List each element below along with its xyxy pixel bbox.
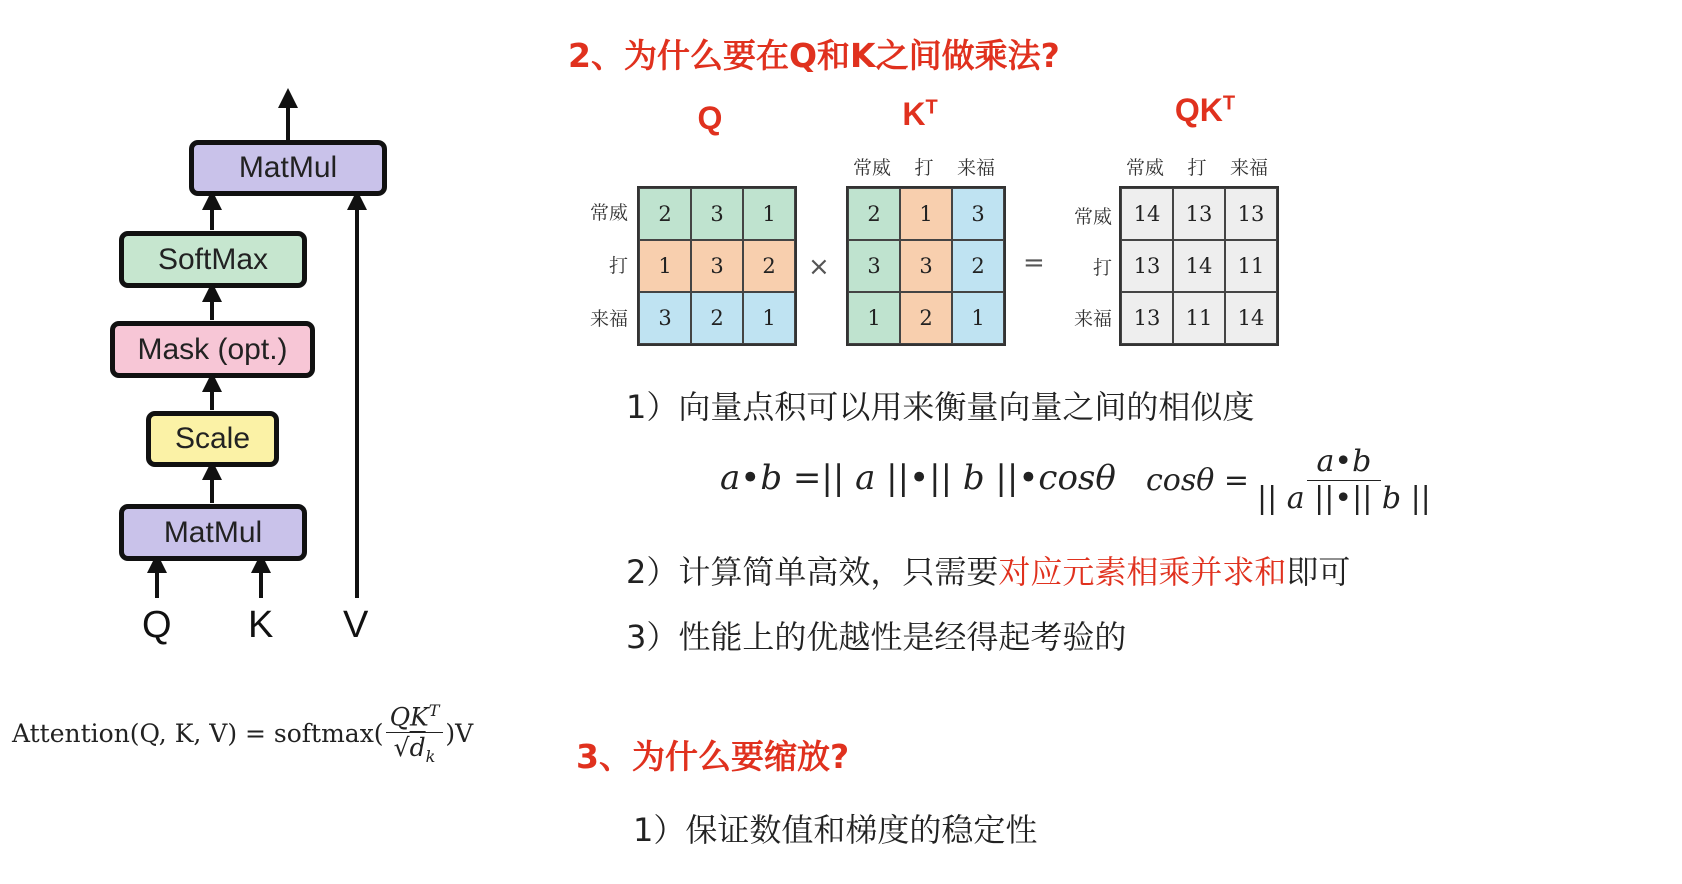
matrix-cell: 2 <box>743 240 795 292</box>
times-sign: × <box>808 252 830 282</box>
section2-point-2 <box>626 547 1350 593</box>
matrix-cell: 2 <box>691 292 743 344</box>
q-row-label: 打 <box>608 255 628 277</box>
section2-point-2-suffix: 即可 <box>1286 553 1351 591</box>
matrix-cell: 2 <box>848 188 900 240</box>
scale-label: Scale <box>174 422 251 455</box>
q-row-label: 常威 <box>589 202 628 224</box>
attention-fraction-numerator: $QK^T$ <box>386 702 444 733</box>
section2-point-2-highlight: 对应元素相乘并求和 <box>998 553 1287 591</box>
attention-formula <box>12 702 473 765</box>
cosine-fraction-numerator: a•b <box>1307 445 1382 481</box>
equals-sign: = <box>1023 248 1045 278</box>
matrix-cell: 3 <box>900 240 952 292</box>
matrix-cell: 2 <box>900 292 952 344</box>
matrix-cell: 1 <box>743 188 795 240</box>
qkt-row-label: 来福 <box>1073 308 1112 330</box>
mask-label: Mask (opt.) <box>137 332 288 366</box>
matrix-kt-label: $K^T$ <box>902 96 938 132</box>
matrix-cell: 1 <box>848 292 900 344</box>
matmul-bottom-label: MatMul <box>163 515 263 549</box>
matrix-cell: 3 <box>952 188 1004 240</box>
matrix-cell: 13 <box>1225 188 1277 240</box>
dot-product-formula: a•b =|| a ||•|| b ||•cosθ <box>720 458 1116 498</box>
matrix-qkt-label: $QK^T$ <box>1174 92 1236 128</box>
matmul-top-block <box>189 140 387 196</box>
kt-col-label: 常威 <box>852 157 891 179</box>
matrix-cell: 11 <box>1173 292 1225 344</box>
cosine-fraction <box>1257 445 1431 515</box>
section2-point-3: 3）性能上的优越性是经得起考验的 <box>626 618 1127 656</box>
matrix-cell: 13 <box>1173 188 1225 240</box>
cosine-formula-lhs: cosθ = <box>1146 462 1249 498</box>
attention-formula-lhs: Attention(Q, K, V) = softmax( <box>12 719 384 749</box>
matrix-cell: 11 <box>1225 240 1277 292</box>
section2-point-2-prefix: 2）计算简单高效，只需要 <box>626 553 999 591</box>
section3-point-1: 1）保证数值和梯度的稳定性 <box>633 811 1038 849</box>
matrix-cell: 1 <box>952 292 1004 344</box>
matrix-cell: 3 <box>639 292 691 344</box>
matrix-qkt <box>1119 186 1279 346</box>
matrix-cell: 3 <box>691 188 743 240</box>
matrix-cell: 13 <box>1121 240 1173 292</box>
matrix-kt <box>846 186 1006 346</box>
softmax-block <box>119 231 307 288</box>
matrix-cell: 14 <box>1121 188 1173 240</box>
matrix-cell: 1 <box>900 188 952 240</box>
input-q: Q <box>142 604 172 646</box>
attention-fraction-denominator: $√d_k$ <box>393 732 436 766</box>
section3-heading: 3、为什么要缩放? <box>576 737 850 776</box>
cosine-formula <box>1146 445 1433 515</box>
qkt-col-label: 来福 <box>1229 157 1268 179</box>
qkt-row-label: 常威 <box>1073 206 1112 228</box>
matrix-cell: 13 <box>1121 292 1173 344</box>
scale-block <box>146 411 279 467</box>
kt-col-label: 来福 <box>956 157 995 179</box>
matmul-bottom-block <box>119 504 307 561</box>
qkt-col-label: 常威 <box>1125 157 1164 179</box>
qkt-col-label: 打 <box>1187 157 1207 179</box>
section2-heading: 2、为什么要在Q和K之间做乘法? <box>568 36 1060 75</box>
softmax-label: SoftMax <box>157 242 269 276</box>
attention-fraction <box>386 702 444 765</box>
matrix-cell: 14 <box>1173 240 1225 292</box>
matmul-top-label: MatMul <box>238 151 338 184</box>
matrix-cell: 14 <box>1225 292 1277 344</box>
cosine-fraction-denominator: || a ||•|| b || <box>1257 481 1431 516</box>
kt-col-label: 打 <box>914 157 934 179</box>
matrix-cell: 3 <box>848 240 900 292</box>
mask-block <box>110 321 315 378</box>
section2-point-1: 1）向量点积可以用来衡量向量之间的相似度 <box>626 388 1255 426</box>
input-v: V <box>343 604 369 646</box>
matrix-cell: 2 <box>639 188 691 240</box>
matrix-cell: 2 <box>952 240 1004 292</box>
input-k: K <box>248 604 274 646</box>
matrix-cell: 1 <box>743 292 795 344</box>
attention-formula-rhs: )V <box>445 719 474 749</box>
matrix-cell: 1 <box>639 240 691 292</box>
q-row-label: 来福 <box>589 308 628 330</box>
qkt-row-label: 打 <box>1092 257 1112 279</box>
matrix-cell: 3 <box>691 240 743 292</box>
matrix-q <box>637 186 797 346</box>
matrix-q-label: Q <box>697 100 723 136</box>
